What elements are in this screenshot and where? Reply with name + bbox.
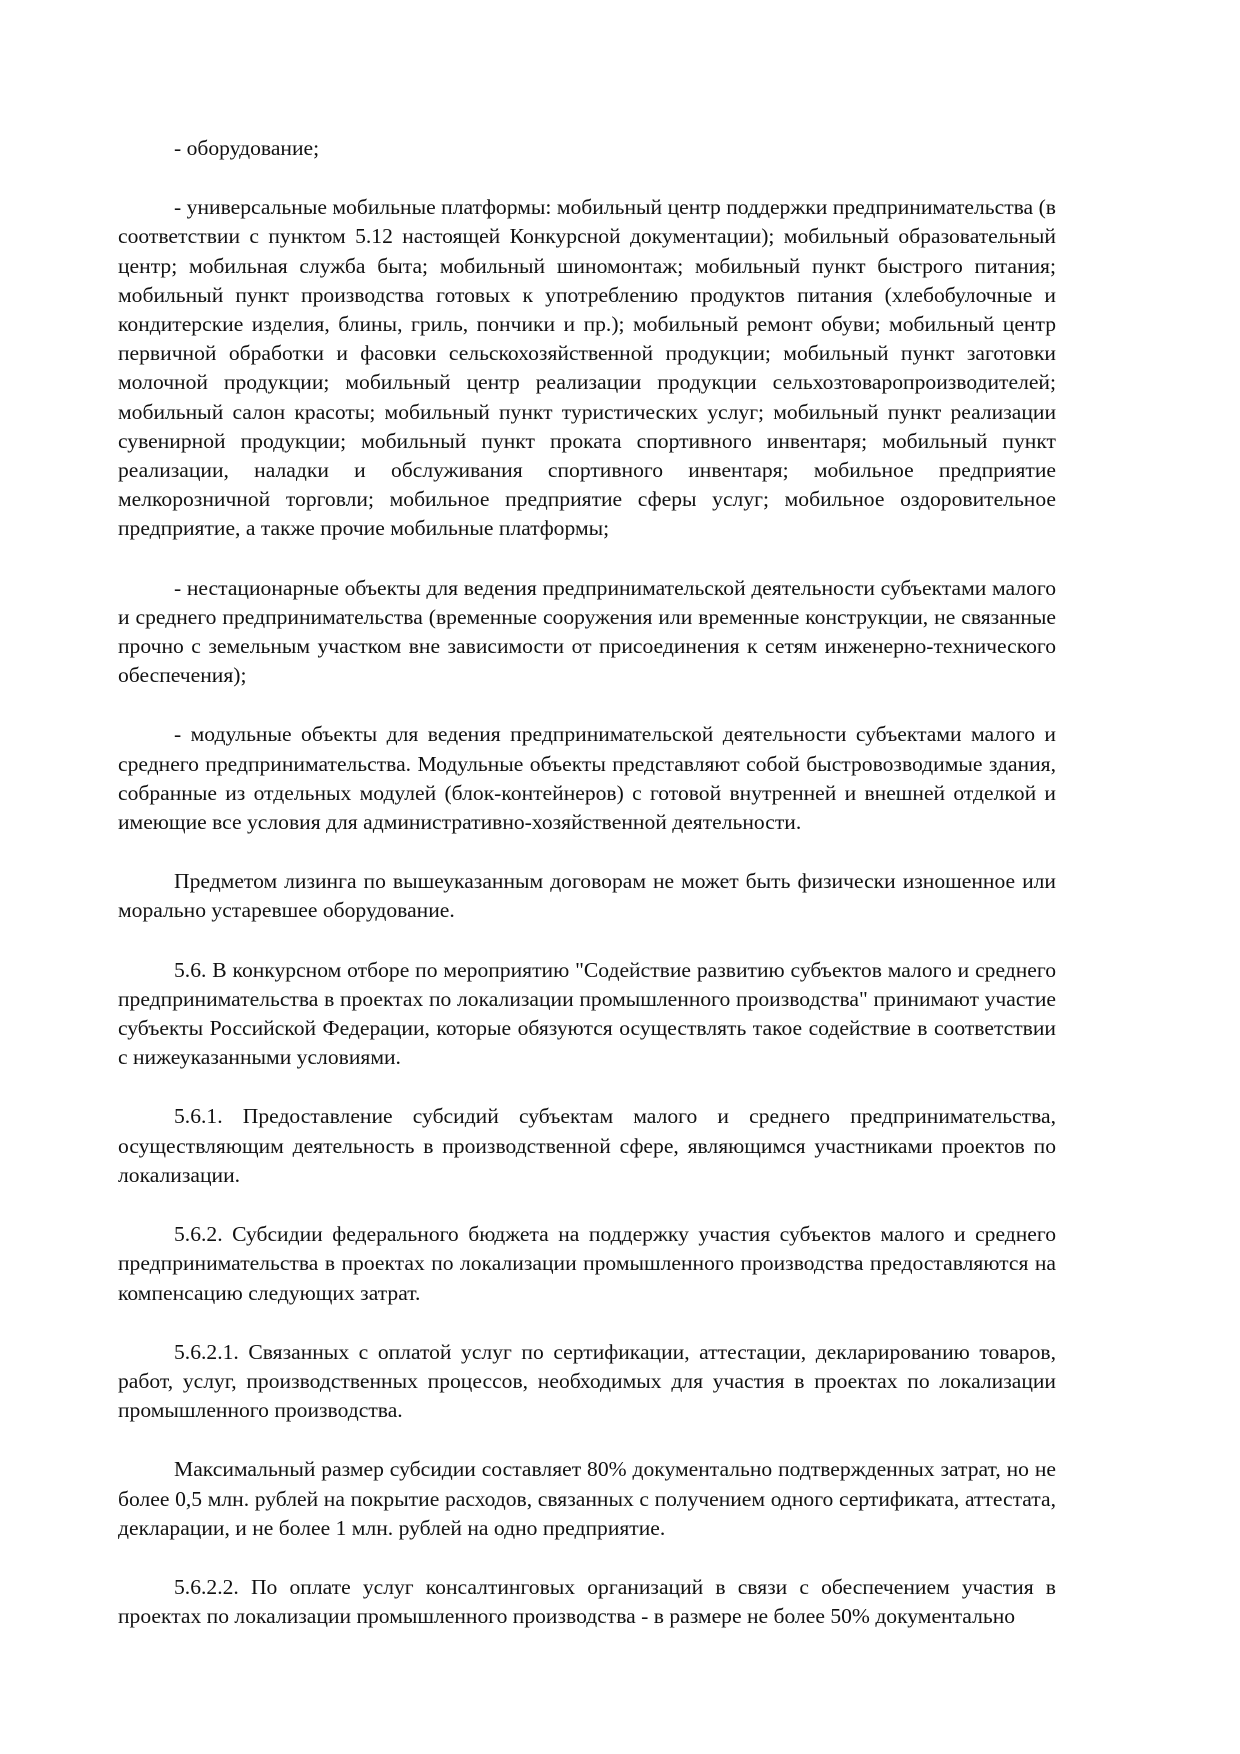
clause-5-6-2: 5.6.2. Субсидии федерального бюджета на поддержку участия субъектов малого и среднего предпринимательства в проектах по локализации промышленного производства предоставляются на компенсацию следующих затрат.: [118, 1222, 1056, 1305]
list-item-nonstationary-objects: - нестационарные объекты для ведения предпринимательской деятельности субъектами малого и среднего предпринимательства (временные сооружения или временные конструкции, не связанные прочно с земельным участком вне зависимости от присоединения к сетям инженерно-технического обеспечения);: [118, 575, 1056, 688]
list-item-modular-objects: - модульные объекты для ведения предпринимательской деятельности субъектами малого и среднего предпринимательства. Модульные объекты представляют собой быстровозводимые здания, собранные из отдельных модулей (блок-контейнеров) с готовой внутренней и внешней отделкой и имеющие все условия для административно-хозяйственной деятельности.: [118, 722, 1056, 835]
clause-5-6: 5.6. В конкурсном отборе по мероприятию "Содействие развитию субъектов малого и среднего предпринимательства в проектах по локализации промышленного производства" принимают участие субъекты Российской Федерации, которые обязуются осуществлять такое содействие в соответствии с нижеуказанными условиями.: [118, 957, 1056, 1070]
paragraph-leasing-restriction: Предметом лизинга по вышеуказанным договорам не может быть физически изношенное или морально устаревшее оборудование.: [118, 869, 1056, 923]
clause-5-6-1: 5.6.1. Предоставление субсидий субъектам малого и среднего предпринимательства, осуществляющим деятельность в производственной сфере, являющимся участниками проектов по локализации.: [118, 1104, 1056, 1187]
paragraph-max-subsidy: Максимальный размер субсидии составляет 80% документально подтвержденных затрат, но не более 0,5 млн. рублей на покрытие расходов, связанных с получением одного сертификата, аттестата, декларации, и не более 1 млн. рублей на одно предприятие.: [118, 1457, 1056, 1540]
list-item-equipment: - оборудование;: [174, 136, 320, 160]
clause-5-6-2-2: 5.6.2.2. По оплате услуг консалтинговых организаций в связи с обеспечением участия в проектах по локализации промышленного производства - в размере не более 50% документально: [118, 1574, 1056, 1629]
list-item-mobile-platforms: - универсальные мобильные платформы: мобильный центр поддержки предпринимательства (в соответствии с пунктом 5.12 настоящей Конкурсной документации); мобильный образовательный центр; мобильная служба быта; мобильный шиномонтаж; мобильный пункт быстрого питания; мобильный пункт производства готовых к употреблению продуктов питания (хлебобулочные и кондитерские изделия, блины, гриль, пончики и пр.); мобильный ремонт обуви; мобильный центр первичной обработки и фасовки сельскохозяйственной продукции; мобильный пункт заготовки молочной продукции; мобильный центр реализации продукции сельхозтоваропроизводителей; мобильный салон красоты; мобильный пункт туристических услуг; мобильный пункт реализации сувенирной продукции; мобильный пункт проката спортивного инвентаря; мобильный пункт реализации, наладки и обслуживания спортивного инвентаря; мобильное предприятие мелкорозничной торговли; мобильное предприятие сферы услуг; мобильное оздоровительное предприятие, а также прочие мобильные платформы;: [118, 195, 1056, 541]
document-page: [118, 134, 1056, 1661]
clause-5-6-2-1: 5.6.2.1. Связанных с оплатой услуг по сертификации, аттестации, декларированию товаров, работ, услуг, производственных процессов, необходимых для участия в проектах по локализации промышленного производства.: [118, 1339, 1056, 1423]
